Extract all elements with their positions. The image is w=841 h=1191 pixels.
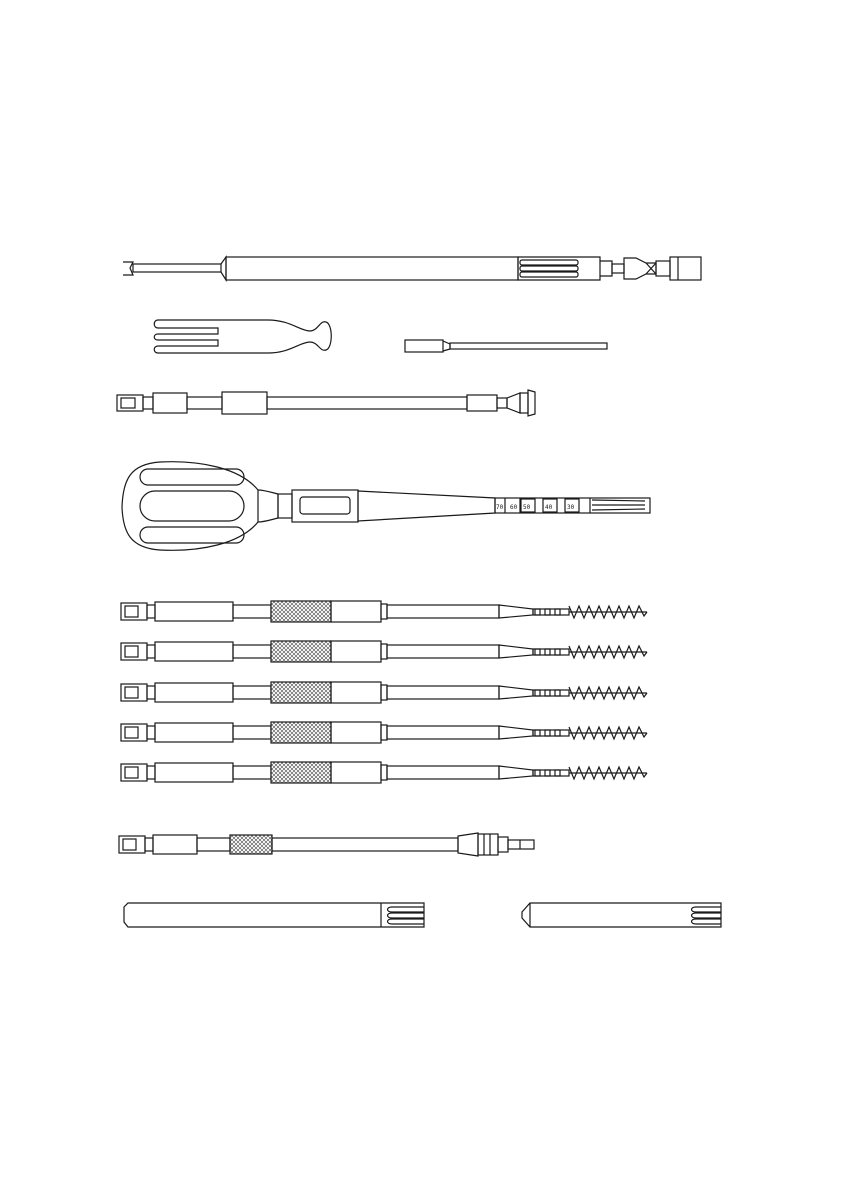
scale-mark: 50 bbox=[523, 504, 531, 511]
scale-mark: 60 bbox=[510, 504, 518, 511]
scale-mark: 40 bbox=[545, 504, 553, 511]
tap-icon bbox=[121, 722, 647, 743]
guide-pin-icon bbox=[405, 340, 607, 352]
tap-icon bbox=[121, 762, 647, 783]
screwdriver-shaft-icon bbox=[119, 833, 534, 856]
sleeve-short-icon bbox=[522, 903, 721, 927]
sleeve-icon bbox=[124, 903, 424, 927]
fork-wrench-icon bbox=[154, 320, 331, 353]
scale-mark: 30 bbox=[567, 504, 575, 511]
tap-icon bbox=[121, 641, 647, 662]
tap-icon bbox=[121, 682, 647, 703]
tap-icon bbox=[121, 601, 647, 622]
scale-mark: 70 bbox=[496, 504, 504, 511]
hex-driver-shaft-icon bbox=[117, 390, 535, 416]
long-shaft-driver-icon bbox=[123, 257, 701, 280]
